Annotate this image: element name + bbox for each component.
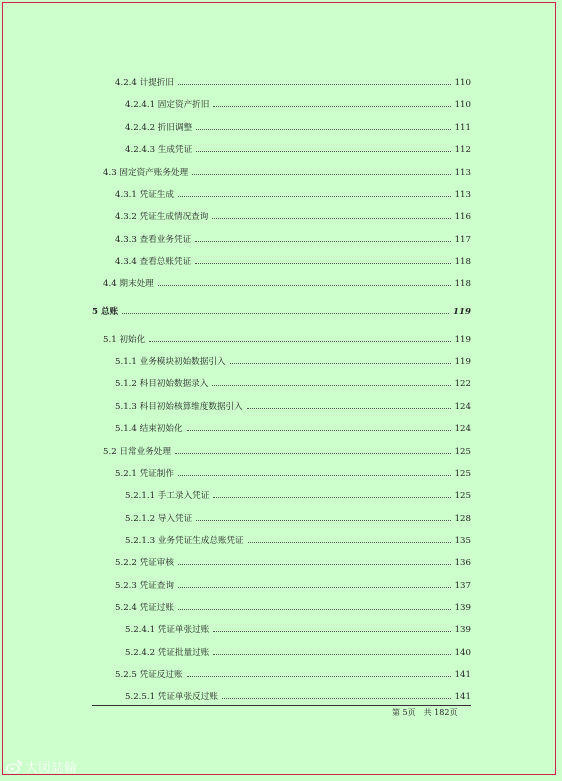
- toc-entry-label: 4.3.1 凭证生成: [115, 190, 174, 200]
- dot-leader: [195, 254, 450, 264]
- dot-leader: [178, 466, 451, 476]
- toc-entry[interactable]: [115, 556, 471, 570]
- watermark-text: 大図誌輪: [25, 761, 78, 776]
- dot-leader: [178, 578, 451, 588]
- dot-leader: [149, 332, 450, 342]
- toc-entry-page: 128: [454, 514, 471, 524]
- toc-entry-label: 5.1.1 业务模块初始数据引入: [115, 357, 226, 367]
- toc-entry-page: 141: [454, 692, 471, 702]
- toc-entry[interactable]: [125, 534, 471, 548]
- toc-entry-page: 139: [454, 625, 471, 635]
- toc-entry-page: 137: [454, 581, 471, 591]
- toc-entry[interactable]: [125, 143, 471, 157]
- toc-entry[interactable]: [125, 646, 471, 660]
- toc-entry[interactable]: [103, 166, 471, 180]
- dot-leader: [195, 232, 450, 242]
- toc-entry-page: 113: [454, 168, 471, 178]
- toc-entry[interactable]: [103, 277, 471, 291]
- toc-entry-label: 5.2.5 凭证反过账: [115, 670, 183, 680]
- toc-entry-page: 136: [454, 558, 471, 568]
- toc-entry[interactable]: [125, 121, 471, 135]
- toc-entry-label: 4.3.2 凭证生成情况查询: [115, 212, 209, 222]
- toc-entry-label: 5.2.2 凭证审核: [115, 558, 174, 568]
- toc-entry-page: 116: [454, 212, 471, 222]
- toc-entry[interactable]: [115, 668, 471, 682]
- toc-entry[interactable]: [103, 445, 471, 459]
- toc-entry[interactable]: [115, 377, 471, 391]
- toc-entry-label: 5.1.2 科目初始数据录入: [115, 379, 209, 389]
- toc-entry-page: 140: [454, 648, 471, 658]
- toc-entry-page: 112: [454, 145, 471, 155]
- toc-entry-label: 5.2.3 凭证查询: [115, 581, 174, 591]
- dot-leader: [212, 209, 450, 219]
- watermark: [6, 757, 77, 776]
- toc-entry[interactable]: [125, 489, 471, 503]
- toc-entry[interactable]: [115, 601, 471, 615]
- dot-leader: [178, 600, 451, 610]
- toc-entry-page: 118: [454, 257, 471, 267]
- dot-leader: [122, 304, 449, 314]
- toc-entry[interactable]: [115, 188, 471, 202]
- page-footer: 第 5页 共 182页: [392, 708, 458, 717]
- toc-entry-label: 5.2.1.3 业务凭证生成总账凭证: [125, 536, 244, 546]
- toc-entry[interactable]: [115, 579, 471, 593]
- dot-leader: [247, 399, 451, 409]
- toc-entry[interactable]: [115, 467, 471, 481]
- toc-entry[interactable]: [115, 255, 471, 269]
- toc-entry-page: 113: [454, 190, 471, 200]
- toc-entry-label: 4.3 固定资产账务处理: [103, 168, 189, 178]
- toc-chapter-entry[interactable]: [92, 305, 471, 319]
- toc-entry-page: 125: [454, 469, 471, 479]
- dot-leader: [213, 97, 450, 107]
- dot-leader: [187, 421, 451, 431]
- toc-entry-label: 5.2.1 凭证制作: [115, 469, 174, 479]
- dot-leader: [158, 276, 451, 286]
- toc-entry-label: 4.2.4.2 折旧调整: [125, 123, 193, 133]
- toc-entry-page: 110: [454, 78, 471, 88]
- toc-entry-label: 5.2.1.1 手工录入凭证: [125, 491, 210, 501]
- toc-entry-label: 5.1 初始化: [103, 335, 146, 345]
- toc-entry-label: 5.2.4 凭证过账: [115, 603, 174, 613]
- dot-leader: [175, 444, 451, 454]
- toc-entry[interactable]: [125, 623, 471, 637]
- dot-leader: [196, 120, 450, 130]
- toc-entry-page: 119: [454, 357, 471, 367]
- toc-entry-label: 5.2.5.1 凭证单张反过账: [125, 692, 218, 702]
- toc-entry[interactable]: [115, 76, 471, 90]
- toc-entry-label: 5.2 日常业务处理: [103, 447, 171, 457]
- toc-entry-page: 119: [454, 335, 471, 345]
- toc-entry[interactable]: [115, 355, 471, 369]
- dot-leader: [196, 142, 450, 152]
- dot-leader: [212, 376, 450, 386]
- dot-leader: [196, 511, 450, 521]
- toc-entry-page: 117: [454, 235, 471, 245]
- dot-leader: [178, 187, 451, 197]
- dot-leader: [248, 533, 451, 543]
- toc-entry-page: 118: [454, 279, 471, 289]
- dot-leader: [187, 667, 451, 677]
- toc-entry-label: 4.2.4.3 生成凭证: [125, 145, 193, 155]
- toc-entry-page: 139: [454, 603, 471, 613]
- dot-leader: [178, 75, 451, 85]
- toc-entry-page: 125: [454, 491, 471, 501]
- toc-entry[interactable]: [115, 422, 471, 436]
- toc-entry-label: 4.4 期末处理: [103, 279, 154, 289]
- toc-entry-label: 4.3.4 查看总账凭证: [115, 257, 192, 267]
- toc-entry-page: 141: [454, 670, 471, 680]
- toc-entry-label: 4.2.4 计提折旧: [115, 78, 174, 88]
- dot-leader: [213, 488, 450, 498]
- toc-entry-page: 119: [453, 307, 471, 317]
- toc-entry-label: 5 总账: [92, 307, 119, 317]
- toc-entry[interactable]: [115, 233, 471, 247]
- toc-entry-label: 5.2.1.2 导入凭证: [125, 514, 193, 524]
- toc-entry-label: 5.1.3 科目初始核算维度数据引入: [115, 402, 243, 412]
- toc-entry-page: 125: [454, 447, 471, 457]
- toc-entry-label: 5.2.4.2 凭证批量过账: [125, 648, 210, 658]
- toc-entry[interactable]: [115, 210, 471, 224]
- toc-entry-page: 135: [454, 536, 471, 546]
- toc-entry-page: 124: [454, 402, 471, 412]
- toc-entry-label: 5.1.4 结束初始化: [115, 424, 183, 434]
- dot-leader: [230, 354, 451, 364]
- toc-entry-label: 5.2.4.1 凭证单张过账: [125, 625, 210, 635]
- toc-entry-page: 124: [454, 424, 471, 434]
- toc-entry-label: 4.3.3 查看业务凭证: [115, 235, 192, 245]
- toc-entry[interactable]: [125, 690, 471, 704]
- dot-leader: [213, 645, 450, 655]
- footer-rule: [92, 705, 471, 706]
- toc-entry-page: 122: [454, 379, 471, 389]
- dot-leader: [213, 622, 450, 632]
- toc-entry[interactable]: [125, 98, 471, 112]
- toc-entry[interactable]: [125, 512, 471, 526]
- toc-entry[interactable]: [103, 333, 471, 347]
- toc-entry-label: 4.2.4.1 固定资产折旧: [125, 100, 210, 110]
- weibo-icon: [6, 760, 22, 774]
- dot-leader: [192, 165, 450, 175]
- toc-entry-page: 110: [454, 100, 471, 110]
- toc-entry[interactable]: [115, 400, 471, 414]
- dot-leader: [222, 689, 451, 699]
- toc-entry-page: 111: [454, 123, 471, 133]
- dot-leader: [178, 555, 451, 565]
